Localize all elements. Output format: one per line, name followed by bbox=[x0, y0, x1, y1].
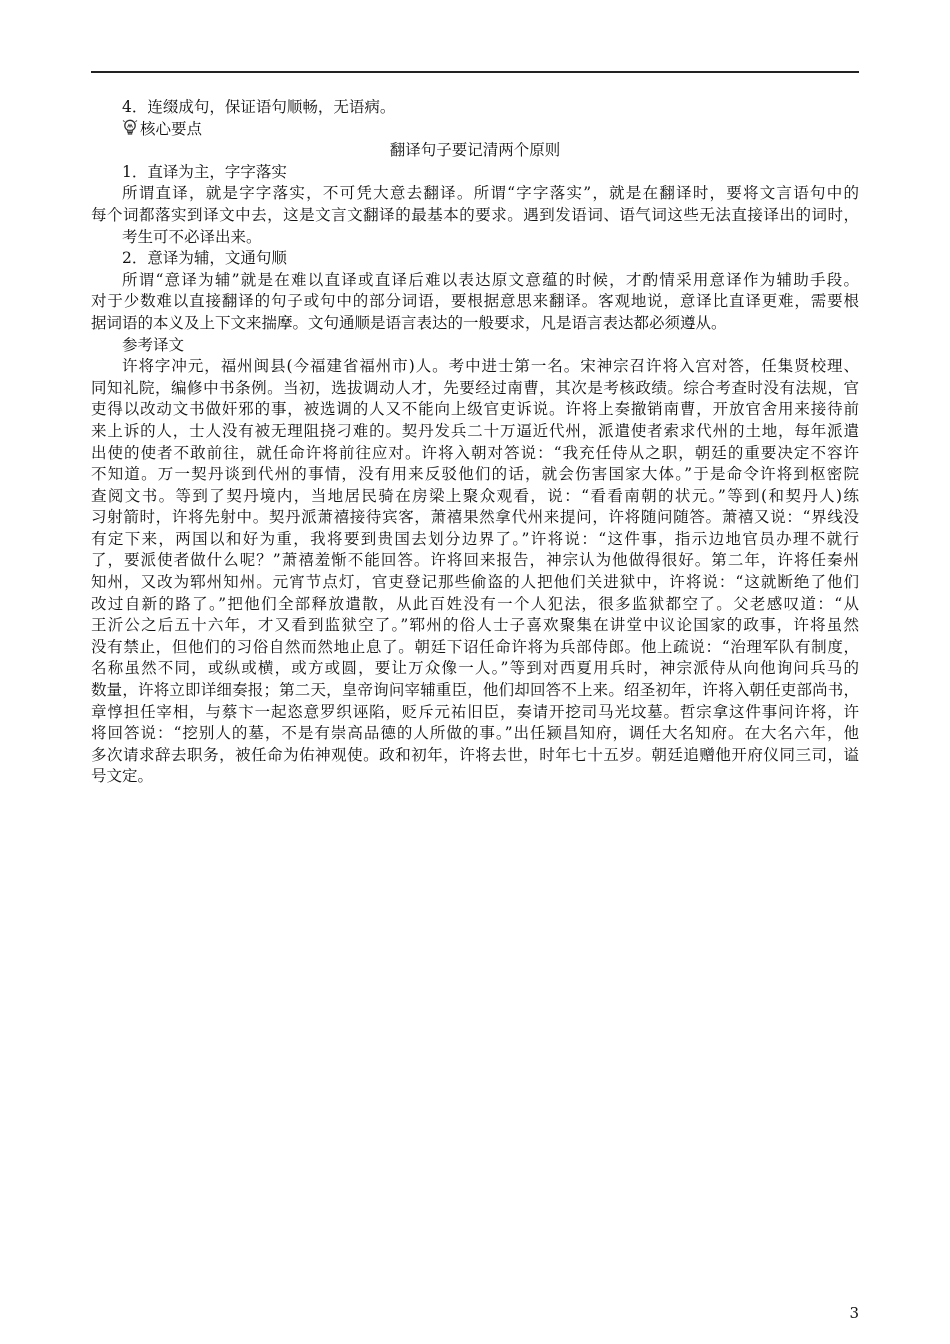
paragraph-line: 许将字冲元，福州闽县(今福建省福州市)人。考中进士第一名。宋神宗召许将入宫对答，任集贤校理、 bbox=[122, 357, 859, 376]
section-label: 核心要点 bbox=[140, 119, 203, 138]
section-heading bbox=[91, 119, 859, 141]
paragraph-line: 据词语的本义及上下文来揣摩。文句通顺是语言表达的一般要求，凡是语言表达都必须遵从。 bbox=[91, 313, 727, 332]
principle-2-heading: 2．意译为辅，文通句顺 bbox=[122, 249, 287, 268]
paragraph-line: 数量，许将立即详细奏报；第二天，皇帝询问宰辅重臣，他们却回答不上来。绍圣初年，许将入朝任吏部尚书， bbox=[91, 681, 859, 700]
paragraph-line: 改过自新的路了。”把他们全部释放遣散，从此百姓没有一个人犯法，很多监狱都空了。父老感叹道：“从 bbox=[91, 594, 859, 613]
paragraph-line: 查阅文书。等到了契丹境内，当地居民骑在房梁上聚众观看，说：“看看南朝的状元。”等到(和契丹人)练 bbox=[91, 486, 859, 505]
reference-heading: 参考译文 bbox=[122, 335, 185, 354]
header-rule bbox=[91, 71, 859, 73]
principle-1-paragraph bbox=[91, 183, 859, 248]
paragraph-line: 对于少数难以直接翻译的句子或句中的部分词语，要根据意思来翻译。客观地说，意译比直译更难，需要根 bbox=[91, 292, 859, 311]
paragraph-line: 将回答说：“挖别人的墓，不是有崇高品德的人所做的事。”出任颍昌知府，调任大名知府。在大名六年，他 bbox=[91, 724, 859, 743]
paragraph-line: 了，要派使者做什么呢？”萧禧羞惭不能回答。许将回来报告，神宗认为他做得很好。第二年，许将任秦州 bbox=[91, 551, 859, 570]
principles-title: 翻译句子要记清两个原则 bbox=[389, 141, 561, 160]
paragraph-line: 考生可不必译出来。 bbox=[122, 227, 262, 246]
paragraph-line: 每个词都落实到译文中去，这是文言文翻译的最基本的要求。遇到发语词、语气词这些无法直接译出的词时， bbox=[91, 205, 859, 224]
paragraph-line: 号文定。 bbox=[91, 767, 154, 786]
principle-2-paragraph bbox=[91, 270, 859, 335]
paragraph-line: 多次请求辞去职务，被任命为佑神观使。政和初年，许将去世，时年七十五岁。朝廷追赠他开府仪同三司，谥 bbox=[91, 745, 859, 764]
paragraph-line: 章惇担任宰相，与蔡卞一起恣意罗织诬陷，贬斥元祐旧臣，奏请开挖司马光坟墓。哲宗拿这件事问许将，许 bbox=[91, 702, 859, 721]
lightbulb-icon bbox=[122, 119, 138, 137]
paragraph-line: 习射箭时，许将先射中。契丹派萧禧接待宾客，萧禧果然拿代州来提问，许将随问随答。萧禧又说：“界线没 bbox=[91, 508, 859, 527]
paragraph-line: 来上诉的人，士人没有被无理阻挠刁难的。契丹发兵二十万逼近代州，派遣使者索求代州的土地，每年派遣 bbox=[91, 421, 859, 440]
paragraph-line: 所谓直译，就是字字落实，不可凭大意去翻译。所谓“字字落实”，就是在翻译时，要将文言语句中的 bbox=[122, 184, 859, 203]
paragraph-line: 王沂公之后五十六年，才又看到监狱空了。”郓州的俗人士子喜欢聚集在讲堂中议论国家的政事，许将虽然 bbox=[91, 616, 859, 635]
paragraph-line: 所谓“意译为辅”就是在难以直译或直译后难以表达原文意蕴的时候，才酌情采用意译作为辅助手段。 bbox=[122, 270, 859, 289]
principle-1-heading: 1．直译为主，字字落实 bbox=[122, 162, 287, 181]
page-number: 3 bbox=[849, 1304, 859, 1322]
paragraph-line: 同知礼院，编修中书条例。当初，选拔调动人才，先要经过南曹，其次是考核政绩。综合考查时没有法规，官 bbox=[91, 378, 859, 397]
paragraph-line: 出使的使者不敢前往，就任命许将前往应对。许将入朝对答说：“我充任侍从之职，朝廷的重要决定不容许 bbox=[91, 443, 859, 462]
paragraph-line: 没有禁止，但他们的习俗自然而然地止息了。朝廷下诏任命许将为兵部侍郎。他上疏说：“治理军队有制度， bbox=[91, 637, 859, 656]
document-body bbox=[91, 97, 859, 788]
paragraph-line: 名称虽然不同，或纵或横，或方或圆，要让万众像一人。”等到对西夏用兵时，神宗派侍从向他询问兵马的 bbox=[91, 659, 859, 678]
step-4-text: 4．连缀成句，保证语句顺畅，无语病。 bbox=[122, 98, 396, 116]
paragraph-line: 不知道。万一契丹谈到代州的事情，没有用来反驳他们的话，就会伤害国家大体。”于是命令许将到枢密院 bbox=[91, 465, 859, 484]
paragraph-line: 有定下来，两国以和好为重，我将要到贵国去划分边界了。”许将说：“这件事，指示边地官员办理不就行 bbox=[91, 529, 859, 548]
paragraph-line: 知州，又改为郓州知州。元宵节点灯，官吏登记那些偷盗的人把他们关进狱中，许将说：“这就断绝了他们 bbox=[91, 573, 859, 592]
paragraph-line: 吏得以改动文书做奸邪的事，被选调的人又不能向上级官吏诉说。许将上奏撤销南曹，开放官舍用来接待前 bbox=[91, 400, 859, 419]
reference-paragraph bbox=[91, 356, 859, 788]
